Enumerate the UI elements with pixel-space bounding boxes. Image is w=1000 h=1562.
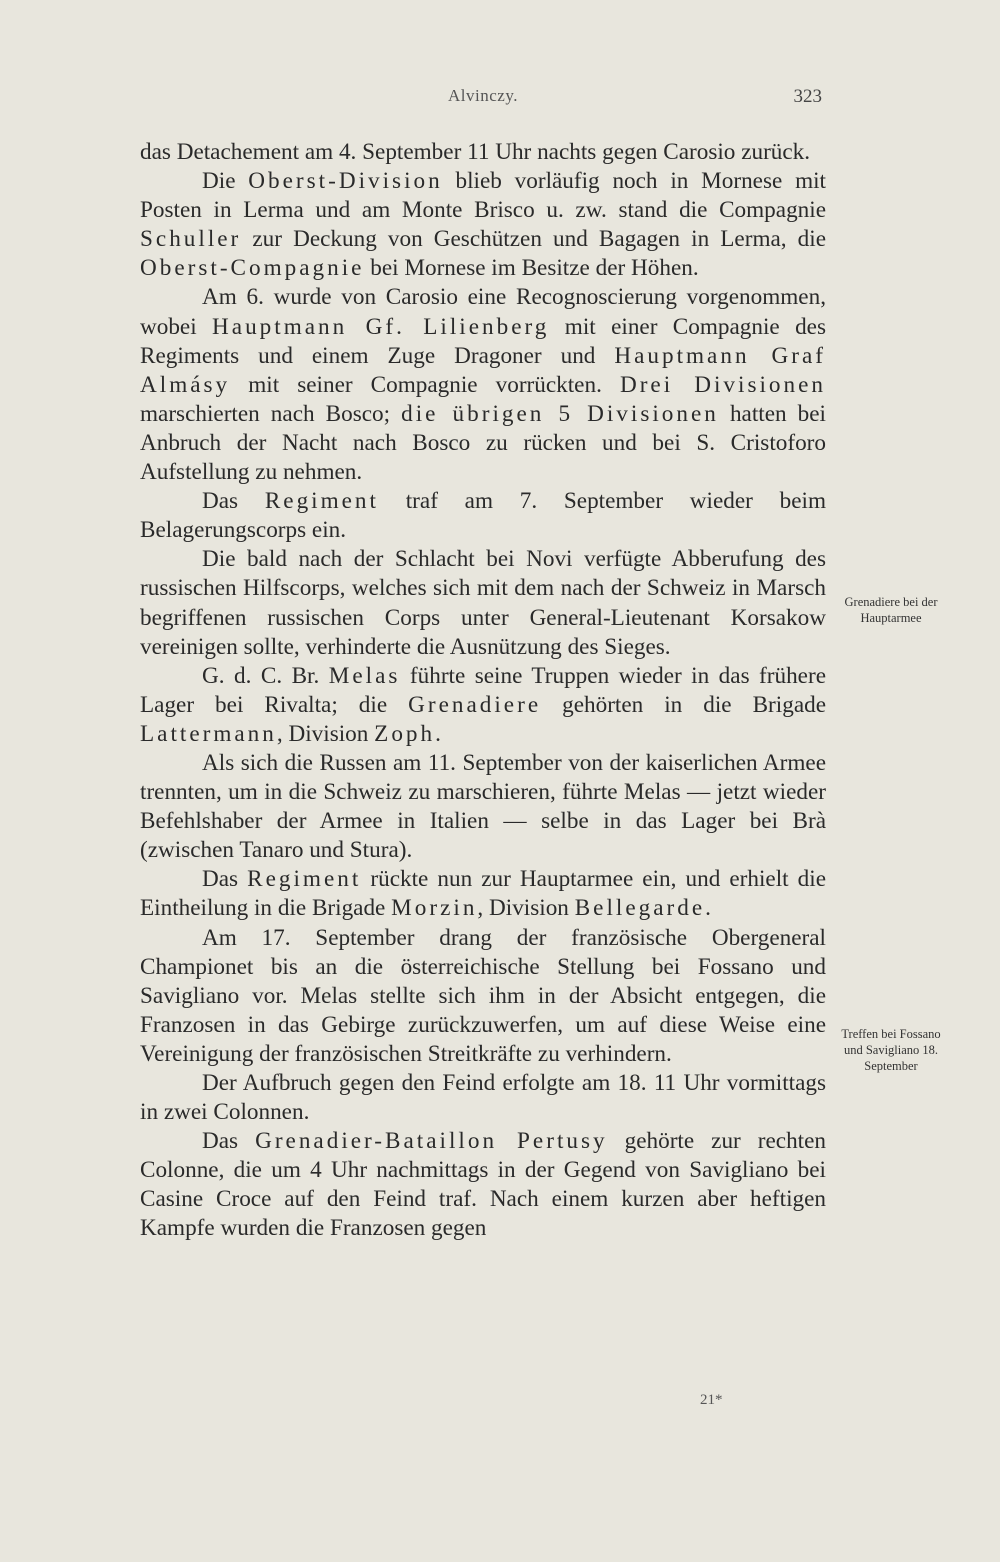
text-run: Die bald nach der Schlacht bei Novi verfügte Abberufung des russischen Hilfscorps, welches sich mit dem nach der Schweiz in Marsch begriffenen russischen Corps unter General-Lieutenant Korsakow vereinigen sollte, verhinderte die Ausnützung des Sieges. [140,546,826,660]
margin-note-grenadiere: Grenadiere bei der Hauptarmee [844,595,938,625]
text-run: marschierten nach Bosco; [140,400,402,427]
text-run: blieb vorläufig noch in Mornese mit Posten in Lerma und am Monte Brisco u. zw. stand die Compagnie [140,168,826,224]
text-run: Am 17. September drang der französische Obergeneral Championet bis an die österreichische Stellung bei Fossano und Savigliano vor. Melas stellte sich ihm in der Absicht entgegen, die Franzosen in das Gebirge zurückzuwerfen, um auf diese Weise eine Vereinigung der französischen Streitkräfte zu verhindern. [140,924,826,1067]
body-text [140,138,826,1244]
text-run: mit seiner Compagnie vorrückten. [230,371,620,398]
paragraph [140,924,826,1069]
text-run: . [705,895,711,922]
paragraph [140,167,826,283]
text-run: gehörten in die Brigade [541,691,826,718]
running-head [0,86,1000,114]
text-run: zur Deckung von Geschützen und Bagagen in Lerma, die [241,226,826,253]
paragraph [140,865,826,923]
spaced-emphasis: Hauptmann Graf Almásy [140,342,826,398]
spaced-emphasis: Schuller [140,226,242,253]
text-run: führte seine Truppen wieder in das frühere Lager bei Rivalta; die [140,662,826,718]
text-run: Das [202,866,248,893]
spaced-emphasis: Morzin [391,895,478,922]
spaced-emphasis: Melas [328,662,401,689]
spaced-emphasis: Regiment [264,488,379,515]
margin-note-treffen: Treffen bei Fossano und Savigliano 18. September [841,1027,941,1073]
spaced-emphasis: Zoph [374,720,436,747]
paragraph [140,545,826,661]
paragraph [140,283,826,487]
paragraph [140,1069,826,1127]
spaced-emphasis: Grenadiere [408,691,542,718]
spaced-emphasis: Oberst-Division [248,168,443,195]
spaced-emphasis: Lattermann [140,720,277,747]
text-run: Das [202,1128,256,1155]
text-run: , Division [477,895,575,922]
text-run: Die [202,168,249,195]
paragraph [140,487,826,545]
paragraph [140,1127,826,1243]
text-run: hatten bei Anbruch der Nacht nach Bosco zu rücken und bei S. Cristoforo Aufstellung zu nehmen. [140,400,826,486]
text-run: Der Aufbruch gegen den Feind erfolgte am 18. 11 Uhr vormittags in zwei Colonnen. [140,1070,826,1126]
text-run: , Division [276,720,375,747]
text-run: rückte nun zur Hauptarmee ein, und erhielt die Eintheilung in die Brigade [140,866,826,922]
spaced-emphasis: Hauptmann Gf. Lilienberg [212,313,550,340]
spaced-emphasis: Oberst-Compagnie [140,255,365,282]
running-title: Alvinczy. [448,86,518,105]
paragraph [140,749,826,865]
text-run: gehörte zur rechten Colonne, die um 4 Uhr nachmittags in der Gegend von Savigliano bei Casine Croce auf den Feind traf. Nach einem kurzen aber heftigen Kampfe wurden die Franzosen gegen [140,1128,826,1242]
paragraph [140,662,826,749]
paragraph [140,138,826,167]
signature-mark: 21* [700,1392,723,1408]
text-run: traf am 7. September wieder beim Belagerungscorps ein. [140,488,826,544]
spaced-emphasis: Bellegarde [574,895,706,922]
text-run: bei Mornese im Besitze der Höhen. [364,255,699,282]
text-run: mit einer Compagnie des Regiments und einem Zuge Dragoner und [140,313,826,369]
spaced-emphasis: die übrigen 5 Divisionen [401,400,719,427]
text-run: Das [202,488,265,515]
text-run: G. d. C. Br. [202,662,329,689]
text-run: das Detachement am 4. September 11 Uhr nachts gegen Carosio zurück. [140,139,811,165]
spaced-emphasis: Grenadier-Bataillon Pertusy [255,1128,608,1155]
text-run: Als sich die Russen am 11. September von der kaiserlichen Armee trennten, um in die Schweiz zu marschieren, führte Melas — jetzt wieder Befehlshaber der Armee in Italien — selbe in das Lager bei Brà (zwischen Tanaro und Stura). [140,749,826,864]
spaced-emphasis: Drei Divisionen [619,371,826,398]
page-number: 323 [793,86,822,107]
text-run: . [435,720,441,747]
spaced-emphasis: Regiment [247,866,362,893]
text-run: Am 6. wurde von Carosio eine Recognoscierung vorgenommen, wobei [140,284,826,340]
